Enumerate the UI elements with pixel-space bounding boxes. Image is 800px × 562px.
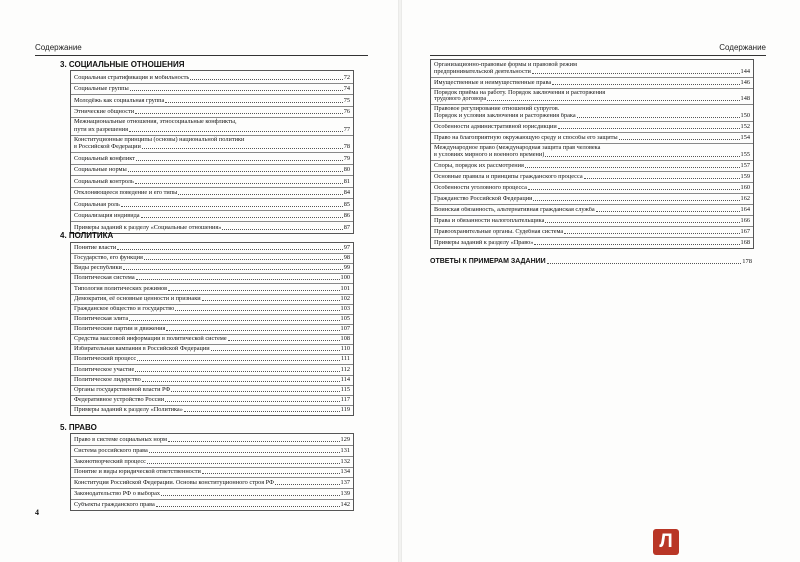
toc-page-number: 129	[340, 435, 350, 443]
dot-leader	[161, 495, 339, 496]
toc-page-number: 101	[340, 284, 350, 292]
toc-page-number: 117	[340, 395, 350, 403]
toc-page-number: 79	[343, 154, 350, 162]
toc-entry-title: Политическая элита	[74, 315, 129, 322]
dot-leader	[136, 279, 340, 280]
toc-table-law	[70, 433, 354, 511]
toc-entry-title-cont: в Российской Федерации	[74, 143, 141, 150]
dot-leader	[165, 401, 340, 402]
dot-leader	[552, 84, 739, 85]
toc-page-number: 119	[340, 405, 350, 413]
toc-entry-title: Социальная стратификация и мобильность	[74, 74, 190, 81]
toc-page-number: 167	[740, 227, 750, 235]
toc-entry-title: Гражданское общество и государство	[74, 305, 175, 312]
toc-entry[interactable]	[431, 237, 753, 248]
dot-leader	[584, 178, 740, 179]
toc-page-number: 150	[740, 111, 750, 119]
toc-page-number: 168	[740, 238, 750, 246]
toc-page-number: 159	[740, 172, 750, 180]
toc-page-number: 148	[740, 95, 750, 103]
toc-entry-title: Система российского права	[74, 447, 148, 454]
dot-leader	[142, 381, 340, 382]
dot-leader	[135, 183, 343, 184]
dot-leader	[121, 206, 343, 207]
toc-page-number: 107	[340, 325, 350, 333]
dot-leader	[564, 233, 739, 234]
dot-leader	[137, 360, 340, 361]
dot-leader	[129, 131, 343, 132]
dot-leader	[547, 263, 742, 264]
toc-entry-title: ОТВЕТЫ К ПРИМЕРАМ ЗАДАНИЙ	[430, 258, 546, 265]
toc-entry-title: Законотворческий процесс	[74, 458, 146, 465]
toc-entry[interactable]	[71, 405, 353, 415]
dot-leader	[487, 100, 739, 101]
toc-entry-title: Политические партии и движения	[74, 326, 166, 333]
toc-page-number: 80	[343, 166, 350, 174]
dot-leader	[141, 217, 343, 218]
toc-entry-title: Гражданство Российской Федерации	[434, 195, 533, 202]
dot-leader	[178, 194, 342, 195]
toc-entry-title: Конституция Российской Федерации. Основы конституционного строя РФ	[74, 480, 275, 487]
toc-page-number: 100	[340, 274, 350, 282]
dot-leader	[533, 200, 739, 201]
toc-entry-title: Право в системе социальных норм	[74, 436, 167, 443]
dot-leader	[144, 259, 343, 260]
section-title: 5. ПРАВО	[60, 423, 97, 432]
toc-entry-title-cont: Порядок и условия заключения и расторжения брака	[434, 112, 576, 119]
publisher-logo: Л	[653, 529, 679, 555]
toc-entry-title: Порядок приёма на работу. Порядок заключения и расторжения	[434, 88, 606, 96]
dot-leader	[142, 148, 343, 149]
toc-page-number: 152	[740, 122, 750, 130]
dot-leader	[117, 249, 343, 250]
toc-entry[interactable]	[71, 117, 353, 135]
toc-entry-title: Федеративное устройство России	[74, 396, 165, 403]
dot-leader	[190, 79, 342, 80]
toc-entry-title: Социальный контроль	[74, 178, 134, 185]
toc-page-number: 155	[740, 150, 750, 158]
dot-leader	[532, 73, 740, 74]
toc-entry-title: Политический процесс	[74, 356, 137, 363]
dot-leader	[156, 506, 340, 507]
toc-page-number: 134	[340, 468, 350, 476]
toc-entry-title: Субъекты гражданского права	[74, 501, 155, 508]
toc-entry-title: Этнические общности	[74, 109, 135, 116]
toc-page-number: 154	[740, 133, 750, 141]
dot-leader	[165, 102, 342, 103]
toc-page-number: 87	[343, 223, 350, 231]
toc-entry-title: Примеры заданий к разделу «Политика»	[74, 406, 183, 413]
toc-entry-title: Право на благоприятную окружающую среду и способы его защиты	[434, 134, 618, 141]
toc-entry-title: Социальные нормы	[74, 167, 127, 174]
toc-page-number: 142	[340, 500, 350, 508]
toc-entry-title-cont: предпринимательской деятельности	[434, 68, 531, 75]
toc-entry-title: Особенности административной юрисдикции	[434, 123, 557, 130]
toc-table-politics	[70, 242, 354, 416]
toc-page-number: 84	[343, 189, 350, 197]
toc-entry-title: Основные правила и принципы гражданского процесса	[434, 173, 583, 180]
dot-leader	[136, 160, 343, 161]
toc-entry-title: Социальная роль	[74, 201, 120, 208]
toc-entry-title: Социальные группы	[74, 86, 129, 93]
toc-page-number: 108	[340, 335, 350, 343]
toc-page-number: 137	[340, 479, 350, 487]
toc-page-number: 166	[740, 216, 750, 224]
toc-entry-title: Понятие и виды юридической ответственности	[74, 469, 201, 476]
toc-entry-title: Молодёжь как социальная группа	[74, 97, 165, 104]
toc-entry-title: Споры, порядок их рассмотрения	[434, 162, 524, 169]
toc-page-number: 112	[340, 365, 350, 373]
dot-leader	[175, 310, 339, 311]
toc-page-number: 105	[340, 314, 350, 322]
toc-entry-title: Правоохранительные органы. Судебная система	[434, 228, 564, 235]
dot-leader	[545, 156, 739, 157]
toc-page-number: 132	[340, 457, 350, 465]
toc-page-number: 99	[343, 264, 350, 272]
toc-entry-title: Конституционные принципы (основы) национальной политики	[74, 135, 245, 143]
right-page	[400, 0, 800, 562]
toc-entry-title: Правовое регулирование отношений супругов.	[434, 105, 560, 113]
dot-leader	[525, 167, 740, 168]
header-rule-left	[35, 55, 368, 56]
toc-page-number: 77	[343, 125, 350, 133]
toc-page-number: 114	[340, 375, 350, 383]
toc-page-number: 131	[340, 446, 350, 454]
dot-leader	[135, 371, 339, 372]
dot-leader	[135, 113, 343, 114]
dot-leader	[596, 211, 740, 212]
toc-entry[interactable]	[431, 104, 753, 122]
toc-page-number: 85	[343, 200, 350, 208]
toc-page-number: 110	[340, 345, 350, 353]
toc-entry-title: Примеры заданий к разделу «Социальные отношения»	[74, 224, 222, 231]
toc-entry[interactable]	[71, 135, 353, 153]
toc-page-number: 81	[343, 177, 350, 185]
header-rule-right	[430, 55, 766, 56]
toc-entry[interactable]	[431, 143, 753, 161]
toc-entry-title: Межнациональные отношения, этносоциальные конфликты,	[74, 118, 237, 126]
dot-leader	[619, 139, 740, 140]
toc-page-number: 144	[740, 67, 750, 75]
dot-leader	[171, 391, 339, 392]
toc-entry-title: Демократия, её основные ценности и признаки	[74, 295, 201, 302]
toc-entry-title: Государство, его функция	[74, 255, 143, 262]
toc-page-number: 97	[343, 244, 350, 252]
toc-entry-title: Воинская обязанность, альтернативная гражданская служба	[434, 206, 595, 213]
dot-leader	[222, 229, 342, 230]
toc-entry[interactable]	[431, 88, 753, 106]
dot-leader	[123, 269, 343, 270]
dot-leader	[228, 340, 340, 341]
dot-leader	[166, 330, 339, 331]
toc-table-social-relations	[70, 70, 354, 234]
toc-entry-title-cont: в условиях мирного и военного времени)	[434, 151, 545, 158]
toc-entry-title: Социализация индивида	[74, 213, 140, 220]
toc-page-number: 146	[740, 78, 750, 86]
toc-page-number: 160	[740, 183, 750, 191]
toc-entry[interactable]	[431, 60, 753, 78]
dot-leader	[202, 473, 340, 474]
dot-leader	[147, 463, 340, 464]
section-title: 4. ПОЛИТИКА	[60, 231, 114, 240]
toc-page-number: 86	[343, 212, 350, 220]
toc-page-number: 139	[340, 490, 350, 498]
toc-entry-title: Понятие власти	[74, 245, 117, 252]
toc-page-number: 162	[740, 194, 750, 202]
toc-entry-title: Политическое участие	[74, 366, 135, 373]
toc-entry-title: Политическая система	[74, 275, 135, 282]
dot-leader	[149, 452, 340, 453]
dot-leader	[577, 117, 740, 118]
toc-entry-title: Социальный конфликт	[74, 155, 135, 162]
dot-leader	[275, 484, 340, 485]
toc-page-number: 111	[341, 355, 350, 363]
toc-page-number: 75	[343, 96, 350, 104]
toc-page-number: 115	[340, 385, 350, 393]
dot-leader	[128, 171, 343, 172]
dot-leader	[168, 290, 339, 291]
toc-page-number: 72	[343, 73, 350, 81]
page-number: 4	[35, 508, 39, 517]
toc-page-number: 103	[340, 304, 350, 312]
toc-entry-title: Международное право (международная защита прав человека	[434, 143, 601, 151]
dot-leader	[130, 90, 343, 91]
toc-table-law-continued	[430, 59, 754, 249]
dot-leader	[168, 441, 340, 442]
toc-entry-answers[interactable]	[430, 254, 752, 266]
dot-leader	[202, 300, 340, 301]
toc-entry[interactable]	[71, 499, 353, 510]
dot-leader	[558, 128, 740, 129]
toc-entry-title: Примеры заданий к разделу «Право»	[434, 239, 534, 246]
toc-entry-title: Политическое лидерство	[74, 376, 141, 383]
toc-entry-title: Особенности уголовного процесса	[434, 184, 527, 191]
toc-entry-title: Права и обязанности налогоплательщика	[434, 217, 545, 224]
toc-entry-title-cont: пути их разрешения	[74, 126, 128, 133]
toc-page-number: 74	[343, 85, 350, 93]
toc-page-number: 98	[343, 254, 350, 262]
toc-entry-title: Типология политических режимов	[74, 285, 168, 292]
toc-entry-title: Имущественные и неимущественные права	[434, 79, 552, 86]
dot-leader	[534, 244, 739, 245]
toc-entry-title: Органы государственной власти РФ	[74, 386, 171, 393]
section-title: 3. СОЦИАЛЬНЫЕ ОТНОШЕНИЯ	[60, 60, 185, 69]
toc-entry-title: Отклоняющееся поведение и его типы	[74, 190, 178, 197]
running-head-right: Содержание	[719, 43, 766, 52]
toc-page-number: 157	[740, 161, 750, 169]
toc-entry-title: Законодательство РФ о выборах	[74, 491, 161, 498]
toc-entry-title: Избирательная кампания в Российской Федерации	[74, 346, 210, 353]
dot-leader	[545, 222, 739, 223]
toc-page-number: 102	[340, 294, 350, 302]
dot-leader	[211, 350, 340, 351]
toc-entry-title: Средства массовой информации в политической системе	[74, 336, 227, 343]
toc-entry-title-cont: трудового договора	[434, 96, 487, 103]
toc-page-number: 76	[343, 108, 350, 116]
running-head-left: Содержание	[35, 43, 82, 52]
toc-entry-title: Виды республики	[74, 265, 122, 272]
toc-page-number: 178	[742, 258, 752, 265]
dot-leader	[184, 411, 340, 412]
dot-leader	[528, 189, 740, 190]
dot-leader	[129, 320, 339, 321]
toc-entry-title: Организационно-правовые формы и правовой режим	[434, 61, 578, 68]
toc-page-number: 78	[343, 142, 350, 150]
toc-page-number: 164	[740, 205, 750, 213]
